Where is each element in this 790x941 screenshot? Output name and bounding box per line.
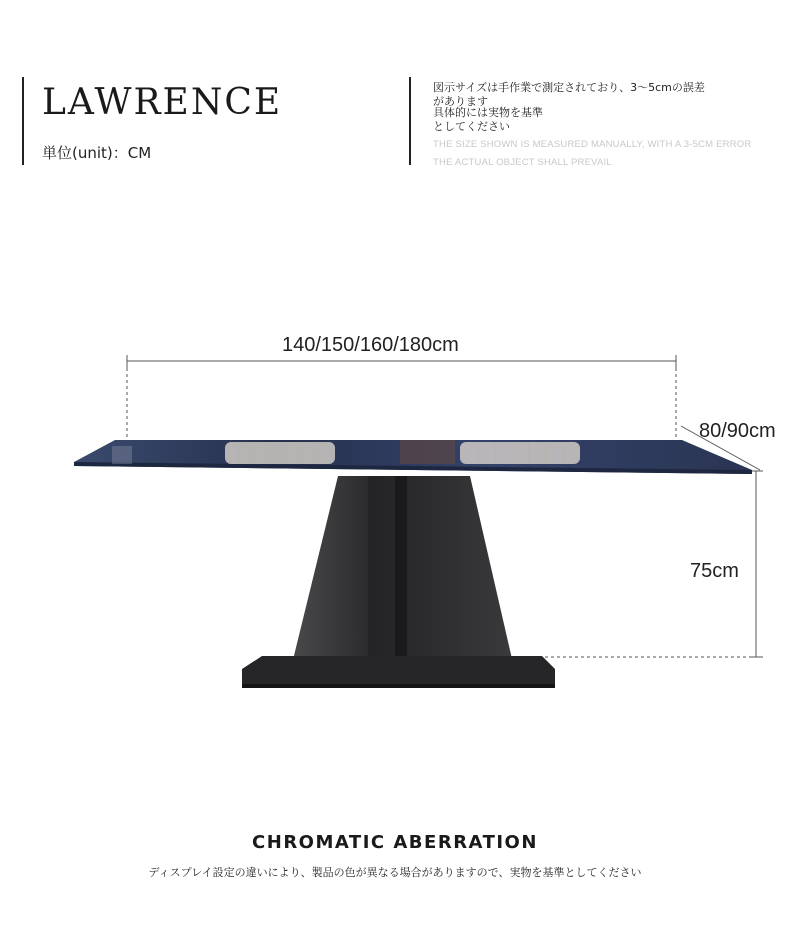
note-jp-line-3: 具体的には実物を基準 <box>433 106 543 119</box>
note-jp-line-2: があります <box>433 95 488 108</box>
depth-dimension-label: 80/90cm <box>699 420 776 442</box>
unit-label: 単位(unit)：CM <box>42 144 152 162</box>
brand-title: LAWRENCE <box>42 82 283 123</box>
chromatic-aberration-title: CHROMATIC ABERRATION <box>252 832 538 853</box>
note-en-line-1: THE SIZE SHOWN IS MEASURED MANUALLY, WITH A 3-5CM ERROR <box>433 139 752 150</box>
note-jp-line-4: としてください <box>433 120 510 133</box>
height-dimension-label: 75cm <box>690 560 739 582</box>
chromatic-aberration-note: ディスプレイ設定の違いにより、製品の色が異なる場合がありますので、実物を基準としてください <box>148 866 642 879</box>
height-dimension-line <box>515 471 763 657</box>
table-base-plate <box>242 656 555 688</box>
length-dimension-line <box>127 355 676 440</box>
marble-table-top <box>74 440 752 474</box>
length-dimension-label: 140/150/160/180cm <box>282 334 459 356</box>
note-jp-line-1: 図示サイズは手作業で測定されており、3〜5cmの誤差 <box>433 81 705 94</box>
note-en-line-2: THE ACTUAL OBJECT SHALL PREVAIL <box>433 157 612 168</box>
table-pedestal <box>290 476 515 672</box>
